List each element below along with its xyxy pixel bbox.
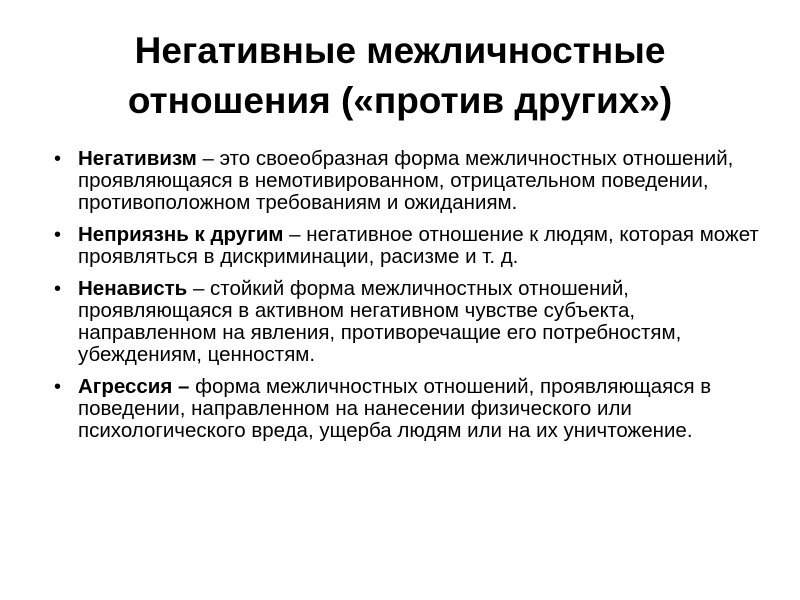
bullet-dot-icon: • (54, 278, 62, 300)
bullet-dot-icon: • (54, 376, 62, 398)
bullet-dot-icon: • (54, 148, 62, 170)
bullet-definition: – это своеобразная форма межличностных отношений, проявляющаяся в немотивированном, отрицательном поведении, противоположном требованиям и ожиданиям. (78, 147, 734, 214)
bullet-term: Агрессия – (78, 375, 190, 398)
bullet-definition: – негативное отношение к людям, которая может проявляться в дискриминации, расизме и т. д. (78, 223, 759, 268)
bullet-term: Негативизм (78, 147, 197, 170)
bullet-definition: форма межличностных отношений, проявляющаяся в поведении, направленном на нанесении физического или психологического вреда, ущерба людям или на их уничтожение. (78, 375, 712, 442)
bullet-definition: – стойкий форма межличностных отношений, проявляющаяся в активном негативном чувстве субъекта, направленном на явления, противоречащие его потребностям, убеждениям, ценностям. (78, 277, 682, 366)
slide-title (40, 26, 760, 126)
slide-title-line-1: Негативные межличностные (134, 30, 666, 71)
bullet-term: Неприязнь к другим (78, 223, 284, 246)
bullet-item-dislike (52, 224, 768, 268)
bullet-list (52, 148, 768, 452)
slide-title-line-2: отношения («против других») (127, 80, 673, 121)
bullet-item-negativism (52, 148, 768, 214)
bullet-term: Ненависть (78, 277, 188, 300)
bullet-item-hatred (52, 278, 768, 366)
bullet-dot-icon: • (54, 224, 62, 246)
bullet-item-aggression (52, 376, 768, 442)
